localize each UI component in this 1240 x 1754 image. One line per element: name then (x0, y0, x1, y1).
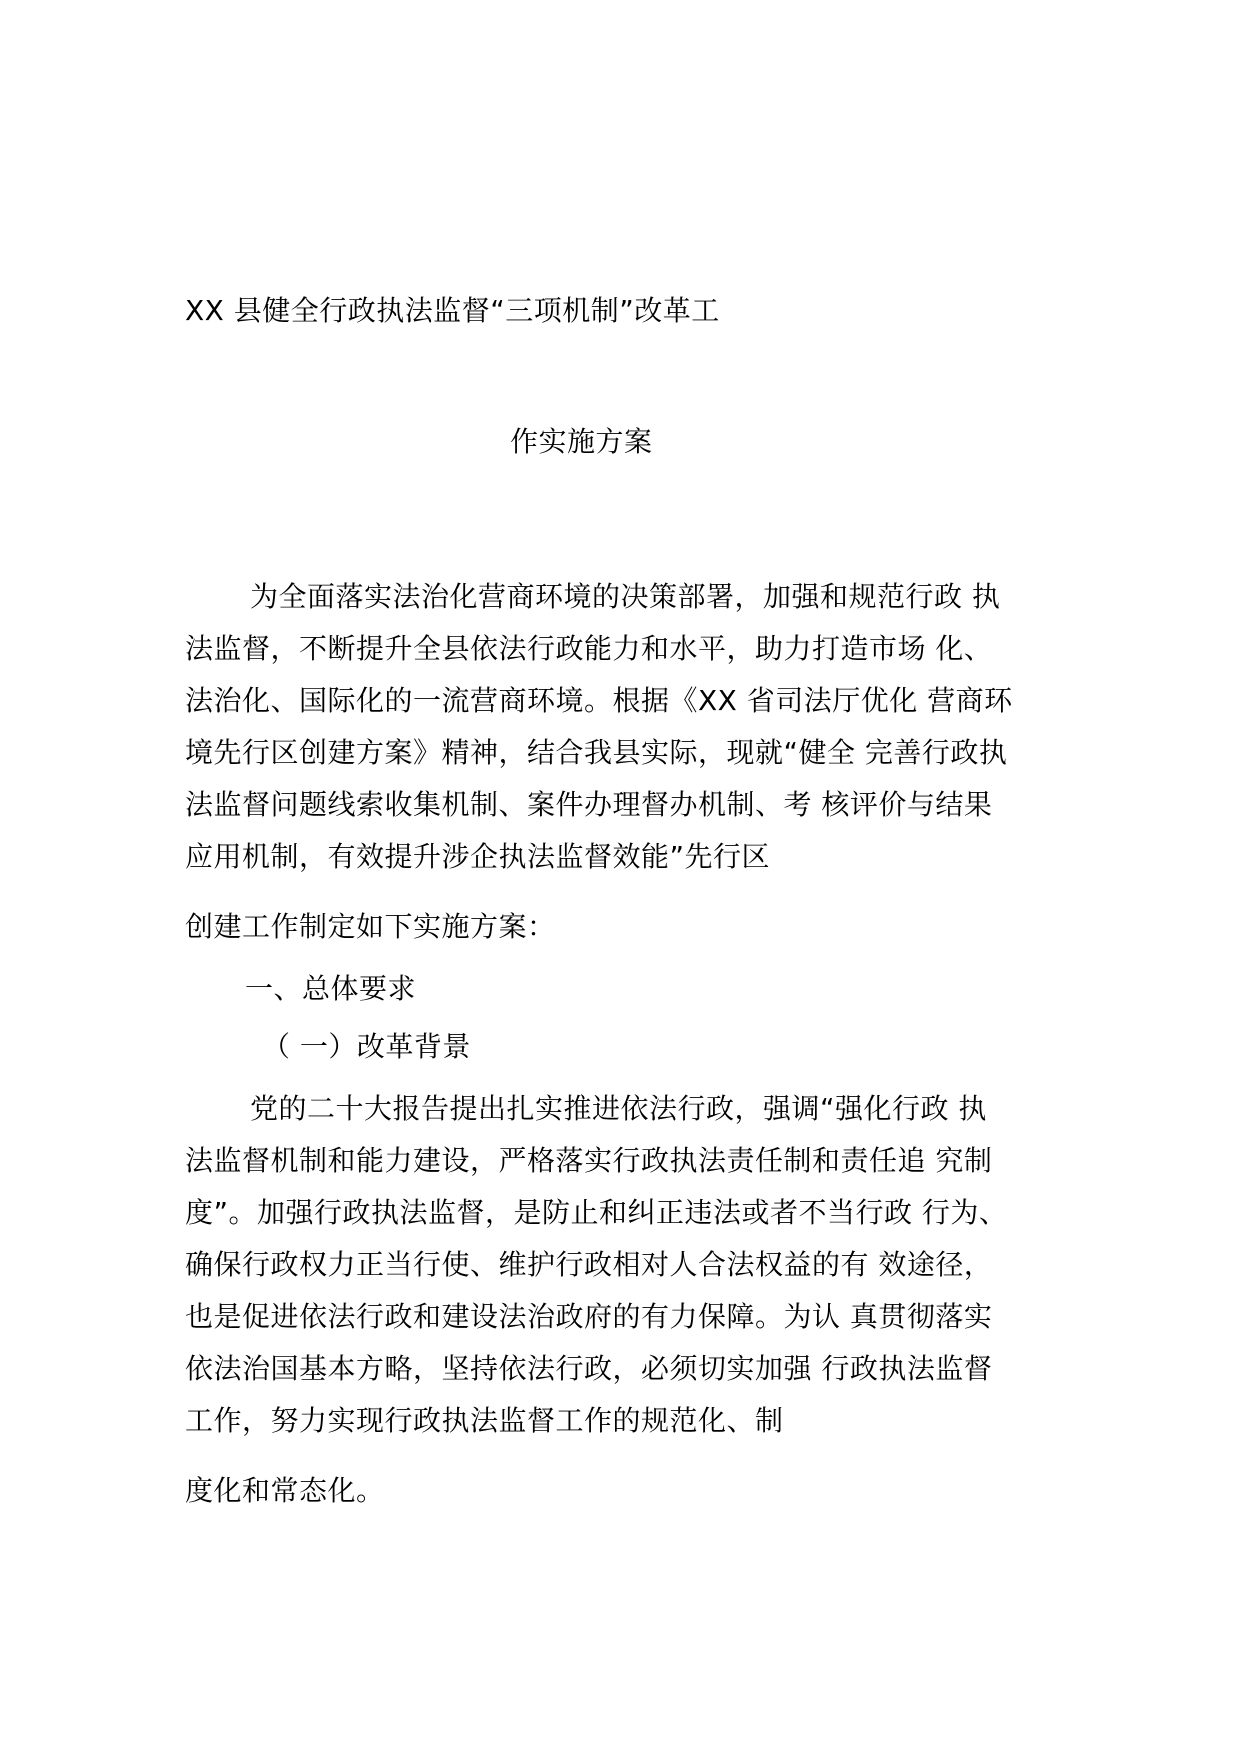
body-paragraph-line: 依法治国基本方略，坚持依法行政，必须切实加强 行政执法监督 (185, 1352, 993, 1385)
intro-paragraph-line: 境先行区创建方案》精神，结合我县实际，现就“健全 完善行政执 (185, 736, 1008, 769)
body-paragraph-line: 党的二十大报告提出扎实推进依法行政，强调“强化行政 执 (250, 1092, 987, 1125)
intro-paragraph-line: 为全面落实法治化营商环境的决策部署，加强和规范行政 执 (250, 580, 1001, 613)
body-paragraph-line: 工作，努力实现行政执法监督工作的规范化、制 (185, 1404, 784, 1437)
intro-paragraph-line: 法治化、国际化的一流营商环境。根据《XX 省司法厅优化 营商环 (185, 684, 1013, 717)
body-paragraph-line: 度化和常态化。 (185, 1474, 385, 1507)
body-paragraph-line: 度”。加强行政执法监督，是防止和纠正违法或者不当行政 行为、 (185, 1196, 1008, 1229)
body-paragraph-line: 也是促进依法行政和建设法治政府的有力保障。为认 真贯彻落实 (185, 1300, 993, 1333)
intro-paragraph-line: 应用机制，有效提升涉企执法监督效能”先行区 (185, 840, 771, 873)
body-paragraph-line: 确保行政权力正当行使、维护行政相对人合法权益的有 效途径， (185, 1248, 993, 1281)
intro-paragraph-line: 法监督问题线索收集机制、案件办理督办机制、考 核评价与结果 (185, 788, 993, 821)
body-paragraph-line: 法监督机制和能力建设，严格落实行政执法责任制和责任追 究制 (185, 1144, 993, 1177)
subsection-heading: （ 一）改革背景 (262, 1030, 471, 1063)
document-title-line-2: 作实施方案 (510, 425, 653, 458)
intro-paragraph-line: 创建工作制定如下实施方案： (185, 910, 556, 943)
section-heading: 一、总体要求 (245, 972, 417, 1005)
document-title-line-1: XX 县健全行政执法监督“三项机制”改革工 (185, 294, 720, 327)
intro-paragraph-line: 法监督，不断提升全县依法行政能力和水平，助力打造市场 化、 (185, 632, 993, 665)
